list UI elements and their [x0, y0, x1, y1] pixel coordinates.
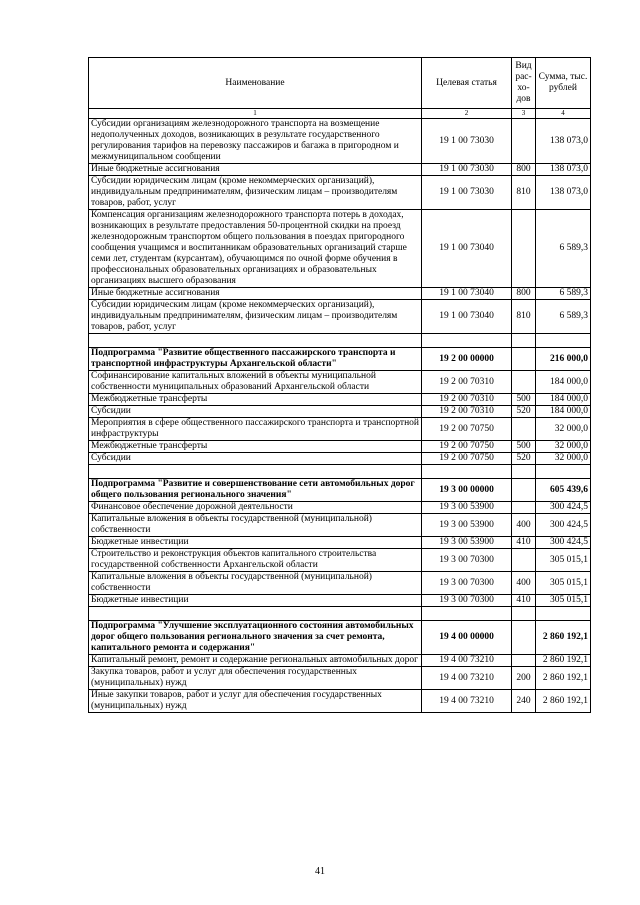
- table-row: [89, 537, 591, 549]
- row-sum: 6 589,3: [536, 210, 591, 288]
- row-sum: 305 015,1: [536, 572, 591, 595]
- row-sum: 6 589,3: [536, 288, 591, 300]
- row-sum: 300 424,5: [536, 502, 591, 514]
- row-name: Капитальные вложения в объекты государственной (муниципальной) собственности: [89, 572, 422, 595]
- header-kind: Вид рас-хо-дов: [512, 58, 536, 109]
- spacer-row: [89, 465, 591, 479]
- row-sum: 32 000,0: [536, 418, 591, 441]
- row-expense-kind: [512, 348, 536, 371]
- column-number-row: [89, 109, 591, 119]
- row-sum: 305 015,1: [536, 595, 591, 607]
- row-expense-kind: [512, 479, 536, 502]
- empty-cell: [89, 334, 422, 348]
- row-target-code: 19 4 00 73210: [422, 655, 512, 667]
- row-target-code: 19 1 00 73040: [422, 300, 512, 334]
- table-row: [89, 595, 591, 607]
- row-sum: 138 073,0: [536, 119, 591, 164]
- row-expense-kind: 410: [512, 595, 536, 607]
- table-row: [89, 406, 591, 418]
- row-name: Компенсация организациям железнодорожного транспорта потерь в доходах, возникающих в результате предоставления 50-процентной скидки на проезд железнодорожным транспортом общего пользования в поездах пригородного сообщения учащимся и воспитанникам образовательных организаций старше семи лет, студентам (курсантам), обучающимся по очной форме обучения в профессиональных образовательных организациях и образовательных организациях высшего образования: [89, 210, 422, 288]
- row-target-code: 19 2 00 00000: [422, 348, 512, 371]
- empty-cell: [536, 607, 591, 621]
- row-expense-kind: 800: [512, 164, 536, 176]
- row-name: Подпрограмма "Развитие и совершенствование сети автомобильных дорог общего пользования регионального значения": [89, 479, 422, 502]
- row-sum: 300 424,5: [536, 514, 591, 537]
- row-expense-kind: 500: [512, 441, 536, 453]
- row-sum: 32 000,0: [536, 441, 591, 453]
- header-row: [89, 58, 591, 109]
- row-target-code: 19 3 00 00000: [422, 479, 512, 502]
- row-sum: 605 439,6: [536, 479, 591, 502]
- row-name: Подпрограмма "Улучшение эксплуатационного состояния автомобильных дорог общего пользования регионального значения за счет ремонта, капитального ремонта и содержания": [89, 621, 422, 655]
- empty-cell: [89, 607, 422, 621]
- table-row: [89, 502, 591, 514]
- table-row: [89, 164, 591, 176]
- row-target-code: 19 4 00 00000: [422, 621, 512, 655]
- empty-cell: [89, 465, 422, 479]
- row-sum: 184 000,0: [536, 394, 591, 406]
- row-target-code: 19 3 00 70300: [422, 572, 512, 595]
- row-name: Субсидии: [89, 406, 422, 418]
- row-name: Межбюджетные трансферты: [89, 394, 422, 406]
- row-expense-kind: [512, 210, 536, 288]
- row-target-code: 19 2 00 70750: [422, 441, 512, 453]
- empty-cell: [422, 334, 512, 348]
- row-sum: 305 015,1: [536, 549, 591, 572]
- row-expense-kind: 200: [512, 667, 536, 690]
- row-target-code: 19 2 00 70310: [422, 394, 512, 406]
- header-name: Наименование: [89, 58, 422, 109]
- row-name: Субсидии: [89, 453, 422, 465]
- row-name: Иные закупки товаров, работ и услуг для обеспечения государственных (муниципальных) нужд: [89, 690, 422, 713]
- row-expense-kind: 810: [512, 300, 536, 334]
- row-name: Иные бюджетные ассигнования: [89, 288, 422, 300]
- row-target-code: 19 1 00 73040: [422, 288, 512, 300]
- row-sum: 32 000,0: [536, 453, 591, 465]
- row-name: Межбюджетные трансферты: [89, 441, 422, 453]
- row-sum: 2 860 192,1: [536, 667, 591, 690]
- row-sum: 2 860 192,1: [536, 690, 591, 713]
- table-row: [89, 119, 591, 164]
- table-row: [89, 572, 591, 595]
- row-sum: 2 860 192,1: [536, 621, 591, 655]
- empty-cell: [422, 465, 512, 479]
- row-name: Бюджетные инвестиции: [89, 595, 422, 607]
- row-name: Субсидии юридическим лицам (кроме некоммерческих организаций), индивидуальным предпринимателям, физическим лицам – производителям товаров, работ, услуг: [89, 176, 422, 210]
- spacer-row: [89, 607, 591, 621]
- row-sum: 216 000,0: [536, 348, 591, 371]
- table-row: [89, 371, 591, 394]
- empty-cell: [536, 465, 591, 479]
- row-sum: 138 073,0: [536, 164, 591, 176]
- table-body: [89, 119, 591, 713]
- row-target-code: 19 3 00 70300: [422, 549, 512, 572]
- table-row: [89, 655, 591, 667]
- row-target-code: 19 3 00 53900: [422, 502, 512, 514]
- row-expense-kind: 240: [512, 690, 536, 713]
- row-expense-kind: 410: [512, 537, 536, 549]
- header-code: Целевая статья: [422, 58, 512, 109]
- row-expense-kind: [512, 502, 536, 514]
- column-number: 3: [512, 109, 536, 119]
- row-expense-kind: [512, 549, 536, 572]
- table-row: [89, 549, 591, 572]
- table-row: [89, 690, 591, 713]
- row-expense-kind: [512, 119, 536, 164]
- table-row: [89, 667, 591, 690]
- row-target-code: 19 1 00 73030: [422, 164, 512, 176]
- empty-cell: [512, 465, 536, 479]
- row-name: Закупка товаров, работ и услуг для обеспечения государственных (муниципальных) нужд: [89, 667, 422, 690]
- row-expense-kind: 400: [512, 514, 536, 537]
- row-name: Строительство и реконструкция объектов капитального строительства государственной собственности Архангельской области: [89, 549, 422, 572]
- table-row: [89, 453, 591, 465]
- column-number: 4: [536, 109, 591, 119]
- column-number: 2: [422, 109, 512, 119]
- row-target-code: 19 2 00 70310: [422, 406, 512, 418]
- row-sum: 184 000,0: [536, 371, 591, 394]
- subprogram-row: [89, 348, 591, 371]
- budget-table: [88, 57, 591, 713]
- subprogram-row: [89, 479, 591, 502]
- table-row: [89, 514, 591, 537]
- empty-cell: [512, 334, 536, 348]
- subprogram-row: [89, 621, 591, 655]
- row-expense-kind: 520: [512, 453, 536, 465]
- row-target-code: 19 1 00 73030: [422, 176, 512, 210]
- row-target-code: 19 4 00 73210: [422, 690, 512, 713]
- row-name: Капитальные вложения в объекты государственной (муниципальной) собственности: [89, 514, 422, 537]
- row-target-code: 19 2 00 70750: [422, 418, 512, 441]
- row-target-code: 19 2 00 70750: [422, 453, 512, 465]
- table-row: [89, 441, 591, 453]
- row-target-code: 19 4 00 73210: [422, 667, 512, 690]
- page-number: 41: [315, 866, 325, 877]
- row-expense-kind: [512, 418, 536, 441]
- header-sum: Сумма, тыс. рублей: [536, 58, 591, 109]
- row-name: Субсидии организациям железнодорожного транспорта на возмещение недополученных доходов, возникающих в результате государственного регулирования тарифов на перевозку пассажиров и багажа в пригородном и межмуниципальном сообщении: [89, 119, 422, 164]
- row-sum: 6 589,3: [536, 300, 591, 334]
- row-name: Финансовое обеспечение дорожной деятельности: [89, 502, 422, 514]
- table-row: [89, 288, 591, 300]
- row-target-code: 19 3 00 70300: [422, 595, 512, 607]
- empty-cell: [512, 607, 536, 621]
- row-sum: 184 000,0: [536, 406, 591, 418]
- row-sum: 2 860 192,1: [536, 655, 591, 667]
- row-target-code: 19 2 00 70310: [422, 371, 512, 394]
- table-row: [89, 418, 591, 441]
- row-name: Софинансирование капитальных вложений в объекты муниципальной собственности муниципальных образований Архангельской области: [89, 371, 422, 394]
- column-number: 1: [89, 109, 422, 119]
- table-row: [89, 210, 591, 288]
- row-expense-kind: 520: [512, 406, 536, 418]
- row-expense-kind: 400: [512, 572, 536, 595]
- table-row: [89, 394, 591, 406]
- row-target-code: 19 3 00 53900: [422, 537, 512, 549]
- row-name: Иные бюджетные ассигнования: [89, 164, 422, 176]
- table-row: [89, 300, 591, 334]
- row-expense-kind: [512, 621, 536, 655]
- row-expense-kind: 500: [512, 394, 536, 406]
- row-expense-kind: 800: [512, 288, 536, 300]
- row-name: Бюджетные инвестиции: [89, 537, 422, 549]
- spacer-row: [89, 334, 591, 348]
- row-target-code: 19 1 00 73030: [422, 119, 512, 164]
- row-target-code: 19 1 00 73040: [422, 210, 512, 288]
- table-row: [89, 176, 591, 210]
- row-name: Капитальный ремонт, ремонт и содержание региональных автомобильных дорог: [89, 655, 422, 667]
- row-expense-kind: 810: [512, 176, 536, 210]
- empty-cell: [536, 334, 591, 348]
- row-name: Субсидии юридическим лицам (кроме некоммерческих организаций), индивидуальным предпринимателям, физическим лицам – производителям товаров, работ, услуг: [89, 300, 422, 334]
- row-name: Мероприятия в сфере общественного пассажирского транспорта и транспортной инфраструктуры: [89, 418, 422, 441]
- row-name: Подпрограмма "Развитие общественного пассажирского транспорта и транспортной инфраструктуры Архангельской области": [89, 348, 422, 371]
- row-sum: 300 424,5: [536, 537, 591, 549]
- empty-cell: [422, 607, 512, 621]
- row-expense-kind: [512, 371, 536, 394]
- row-target-code: 19 3 00 53900: [422, 514, 512, 537]
- row-sum: 138 073,0: [536, 176, 591, 210]
- row-expense-kind: [512, 655, 536, 667]
